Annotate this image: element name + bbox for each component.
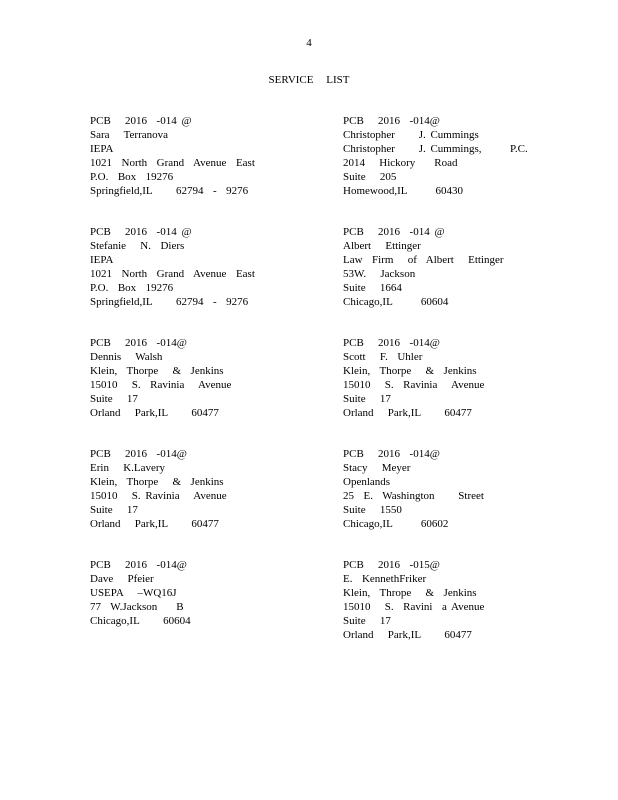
entry-line: PCB 2016 -014 @ (90, 226, 192, 238)
service-entry (343, 336, 593, 447)
entry-line: Openlands (343, 476, 391, 488)
entry-line: Christopher J. Cummings (343, 129, 479, 141)
entry-line: Suite 17 (90, 393, 138, 405)
service-entry (90, 336, 340, 447)
entry-line: Dennis Walsh (90, 351, 163, 363)
entry-line: Suite 205 (343, 171, 397, 183)
service-entry (90, 447, 340, 558)
service-list-right-column (343, 114, 593, 669)
entry-line: Klein, Thrope & Jenkins (343, 587, 477, 599)
entry-line: Dave Pfeier (90, 573, 154, 585)
entry-line: 53W. Jackson (343, 268, 416, 280)
service-entry (90, 225, 340, 336)
entry-line: 1021 North Grand Avenue East (90, 268, 255, 280)
entry-line: Suite 1664 (343, 282, 402, 294)
entry-line: Klein, Thorpe & Jenkins (90, 476, 224, 488)
entry-line: Law Firm of Albert Ettinger (343, 254, 504, 266)
entry-line: Klein, Thorpe & Jenkins (90, 365, 224, 377)
entry-line: PCB 2016 -014@ (90, 337, 187, 349)
entry-line: Homewood,IL 60430 (343, 185, 464, 197)
entry-line: Stefanie N. Diers (90, 240, 185, 252)
entry-line: PCB 2016 -014@ (90, 559, 187, 571)
entry-line: Orland Park,IL 60477 (343, 629, 472, 641)
entry-line: Suite 17 (90, 504, 138, 516)
entry-line: 1021 North Grand Avenue East (90, 157, 255, 169)
entry-line: IEPA (90, 143, 114, 155)
entry-line: Stacy Meyer (343, 462, 411, 474)
entry-line: Erin K.Lavery (90, 462, 166, 474)
entry-line: PCB 2016 -014@ (343, 115, 440, 127)
service-entry (343, 447, 593, 558)
service-entry (343, 114, 593, 225)
entry-line: 77 W.Jackson B (90, 601, 184, 613)
service-list-left-column (90, 114, 340, 669)
entry-line: Chicago,IL 60604 (90, 615, 191, 627)
entry-line: PCB 2016 -014@ (90, 448, 187, 460)
service-entry (343, 225, 593, 336)
entry-line: 15010 S. Ravinia Avenue (343, 379, 485, 391)
service-entry (343, 558, 593, 669)
entry-line: 15010 S. Ravinia Avenue (90, 379, 232, 391)
entry-line: E. KennethFriker (343, 573, 427, 585)
entry-line: PCB 2016 -015@ (343, 559, 440, 571)
entry-line: PCB 2016 -014 @ (343, 226, 445, 238)
entry-line: 15010 S. Ravinia Avenue (90, 490, 227, 502)
entry-line: P.O. Box 19276 (90, 282, 174, 294)
entry-line: 15010 S. Ravini a Avenue (343, 601, 485, 613)
entry-line: Scott F. Uhler (343, 351, 423, 363)
entry-line: Springfield,IL 62794 - 9276 (90, 296, 249, 308)
entry-line: PCB 2016 -014 @ (90, 115, 192, 127)
entry-line: 2014 Hickory Road (343, 157, 458, 169)
page-heading: SERVICE LIST (268, 74, 350, 86)
entry-line: Chicago,IL 60604 (343, 296, 449, 308)
entry-line: Suite 1550 (343, 504, 402, 516)
entry-line: P.O. Box 19276 (90, 171, 174, 183)
entry-line: Orland Park,IL 60477 (90, 518, 219, 530)
service-entry (90, 558, 340, 669)
entry-line: Suite 17 (343, 615, 391, 627)
entry-line: Albert Ettinger (343, 240, 421, 252)
entry-line: Chicago,IL 60602 (343, 518, 449, 530)
entry-line: IEPA (90, 254, 114, 266)
entry-line: Klein, Thorpe & Jenkins (343, 365, 477, 377)
entry-line: PCB 2016 -014@ (343, 448, 440, 460)
entry-line: Suite 17 (343, 393, 391, 405)
entry-line: 25 E. Washington Street (343, 490, 484, 502)
page-number: 4 (306, 37, 312, 49)
entry-line: Christopher J. Cummings, P.C. (343, 143, 528, 155)
entry-line: Springfield,IL 62794 - 9276 (90, 185, 249, 197)
entry-line: Orland Park,IL 60477 (90, 407, 219, 419)
entry-line: Orland Park,IL 60477 (343, 407, 472, 419)
entry-line: Sara Terranova (90, 129, 169, 141)
entry-line: USEPA –WQ16J (90, 587, 177, 599)
service-entry (90, 114, 340, 225)
entry-line: PCB 2016 -014@ (343, 337, 440, 349)
